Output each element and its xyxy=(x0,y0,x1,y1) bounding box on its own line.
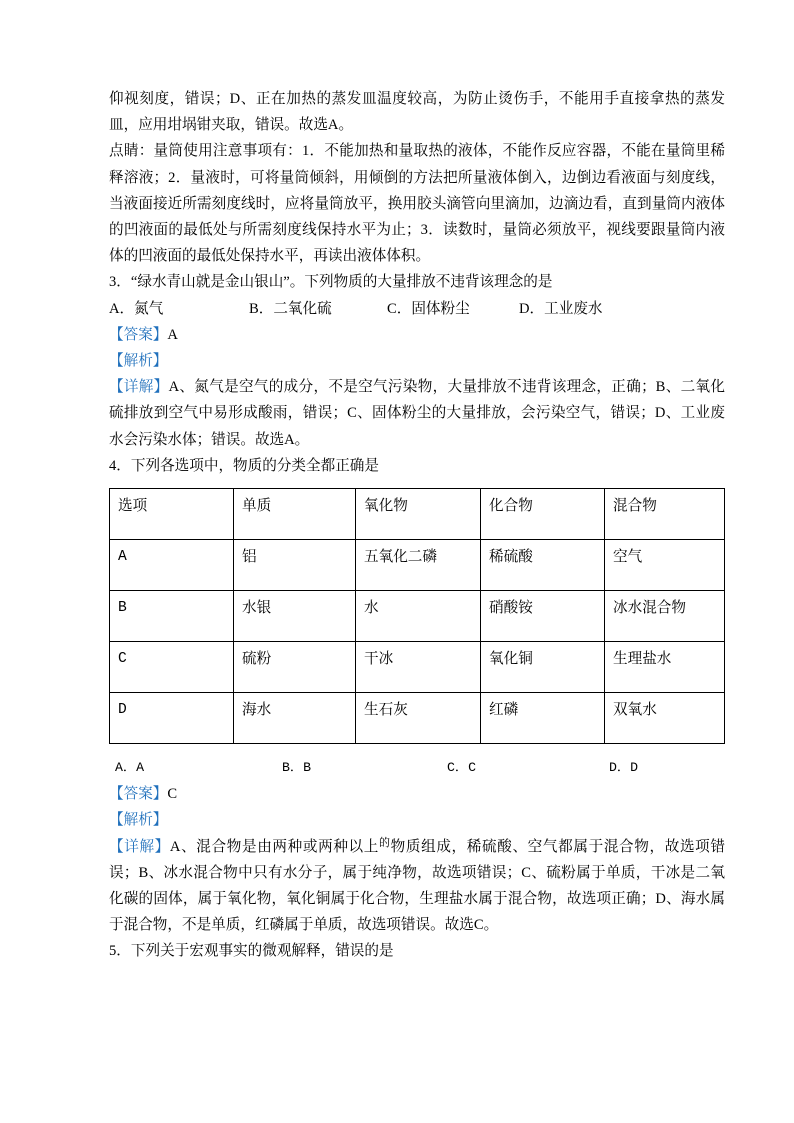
table-cell: 稀硫酸 xyxy=(481,540,605,591)
question-4-options xyxy=(109,755,725,781)
table-cell: 空气 xyxy=(605,540,725,591)
table-header-cell: 单质 xyxy=(234,489,356,540)
table-bottom-spacer xyxy=(109,744,725,755)
table-cell: 干冰 xyxy=(356,642,481,693)
question-4-stem: 4．下列各选项中，物质的分类全都正确是 xyxy=(109,457,379,474)
question-4-option-a[interactable]: A．A xyxy=(115,760,145,776)
table-header-cell: 氧化物 xyxy=(356,489,481,540)
table-cell: B xyxy=(110,591,234,642)
question-4-option-b[interactable]: B．B xyxy=(282,760,312,776)
answer-value-q3: A xyxy=(167,326,178,343)
table-cell: 海水 xyxy=(234,693,356,744)
table-cell: 氧化铜 xyxy=(481,642,605,693)
analysis-label-q4: 【解析】 xyxy=(109,812,168,829)
table-cell: 硫粉 xyxy=(234,642,356,693)
table-header-row xyxy=(110,489,725,540)
question-5-stem: 5．下列关于宏观事实的微观解释，错误的是 xyxy=(109,943,394,960)
explanation-q2-tail: 仰视刻度，错误；D、正在加热的蒸发皿温度较高，为防止烫伤手，不能用手直接拿热的蒸发皿，应用坩埚钳夹取，错误。故选A。 xyxy=(109,91,725,134)
question-3-options xyxy=(109,296,725,322)
answer-label-q4: 【答案】 xyxy=(109,786,168,803)
dianjing-q2-paragraph: 点睛：量筒使用注意事项有：1．不能加热和量取热的液体，不能作反应容器，不能在量筒里稀释溶液；2．量液时，可将量筒倾斜，用倾倒的方法把所量液体倒入，边倒边看液面与刻度线，当液面接近所需刻度线时，应将量筒放平，换用胶头滴管向里滴加，边滴边看，直到量筒内液体的凹液面的最低处与所需刻度线保持水平为止；3．读数时，量筒必须放平，视线要跟量筒内液体的凹液面的最低处保持水平，再读出液体体积。 xyxy=(109,143,725,265)
question-3-option-d[interactable]: D．工业废水 xyxy=(519,300,603,317)
table-row xyxy=(110,540,725,591)
table-cell: 水银 xyxy=(234,591,356,642)
detail-text-q3: A、氮气是空气的成分，不是空气污染物，大量排放不违背该理念，正确；B、二氧化硫排放到空气中易形成酸雨，错误；C、固体粉尘的大量排放，会污染空气，错误；D、工业废水会污染水体；错误。故选A。 xyxy=(109,379,725,448)
table-cell: 五氧化二磷 xyxy=(356,540,481,591)
table-cell: 冰水混合物 xyxy=(605,591,725,642)
table-cell: 铝 xyxy=(234,540,356,591)
question-3-option-a[interactable]: A．氮气 xyxy=(109,300,164,317)
table-cell: 红磷 xyxy=(481,693,605,744)
table-cell: C xyxy=(110,642,234,693)
answer-value-q4: C xyxy=(167,786,178,803)
question-3-detail xyxy=(109,374,725,453)
table-cell: 水 xyxy=(356,591,481,642)
table-cell: 生理盐水 xyxy=(605,642,725,693)
table-header-cell: 选项 xyxy=(110,489,234,540)
classification-table xyxy=(109,488,725,744)
question-3-analysis-label xyxy=(109,348,725,374)
detail-superscript-artifact: 的 xyxy=(379,836,391,849)
document-content xyxy=(109,86,725,965)
table-cell: D xyxy=(110,693,234,744)
question-3-option-b[interactable]: B．二氧化硫 xyxy=(249,300,332,317)
table-cell: 生石灰 xyxy=(356,693,481,744)
detail-text-q4-part2: 物质组成，稀硫酸、空气都属于混合物，故选项错误；B、冰水混合物中只有水分子，属于纯净物，故选项错误；C、硫粉属于单质，干冰是二氧化碳的固体，属于氧化物，氧化铜属于化合物，生理盐水属于混合物，故选项正确；D、海水属于混合物，不是单质，红磷属于单质，故选项错误。故选C。 xyxy=(109,838,725,934)
question-3-option-c[interactable]: C．固体粉尘 xyxy=(387,300,470,317)
question-4-analysis-label xyxy=(109,807,725,833)
table-cell: 双氧水 xyxy=(605,693,725,744)
table-row xyxy=(110,693,725,744)
answer-label-q3: 【答案】 xyxy=(109,326,168,343)
question-4-option-d[interactable]: D．D xyxy=(609,760,639,776)
table-row xyxy=(110,642,725,693)
detail-label-q4: 【详解】 xyxy=(109,838,170,855)
question-4-answer xyxy=(109,781,725,807)
analysis-label-q3: 【解析】 xyxy=(109,353,168,370)
question-3-answer xyxy=(109,322,725,348)
detail-label-q3: 【详解】 xyxy=(109,379,169,396)
table-header-cell: 化合物 xyxy=(481,489,605,540)
table-row xyxy=(110,591,725,642)
table-header-cell: 混合物 xyxy=(605,489,725,540)
question-3-stem: 3．“绿水青山就是金山银山”。下列物质的大量排放不违背该理念的是 xyxy=(109,274,553,291)
detail-text-q4-part1: A、混合物是由两种或两种以上 xyxy=(169,838,380,855)
table-cell: A xyxy=(110,540,234,591)
question-4-option-c[interactable]: C．C xyxy=(447,760,477,776)
question-4-detail xyxy=(109,834,725,939)
table-cell: 硝酸铵 xyxy=(481,591,605,642)
